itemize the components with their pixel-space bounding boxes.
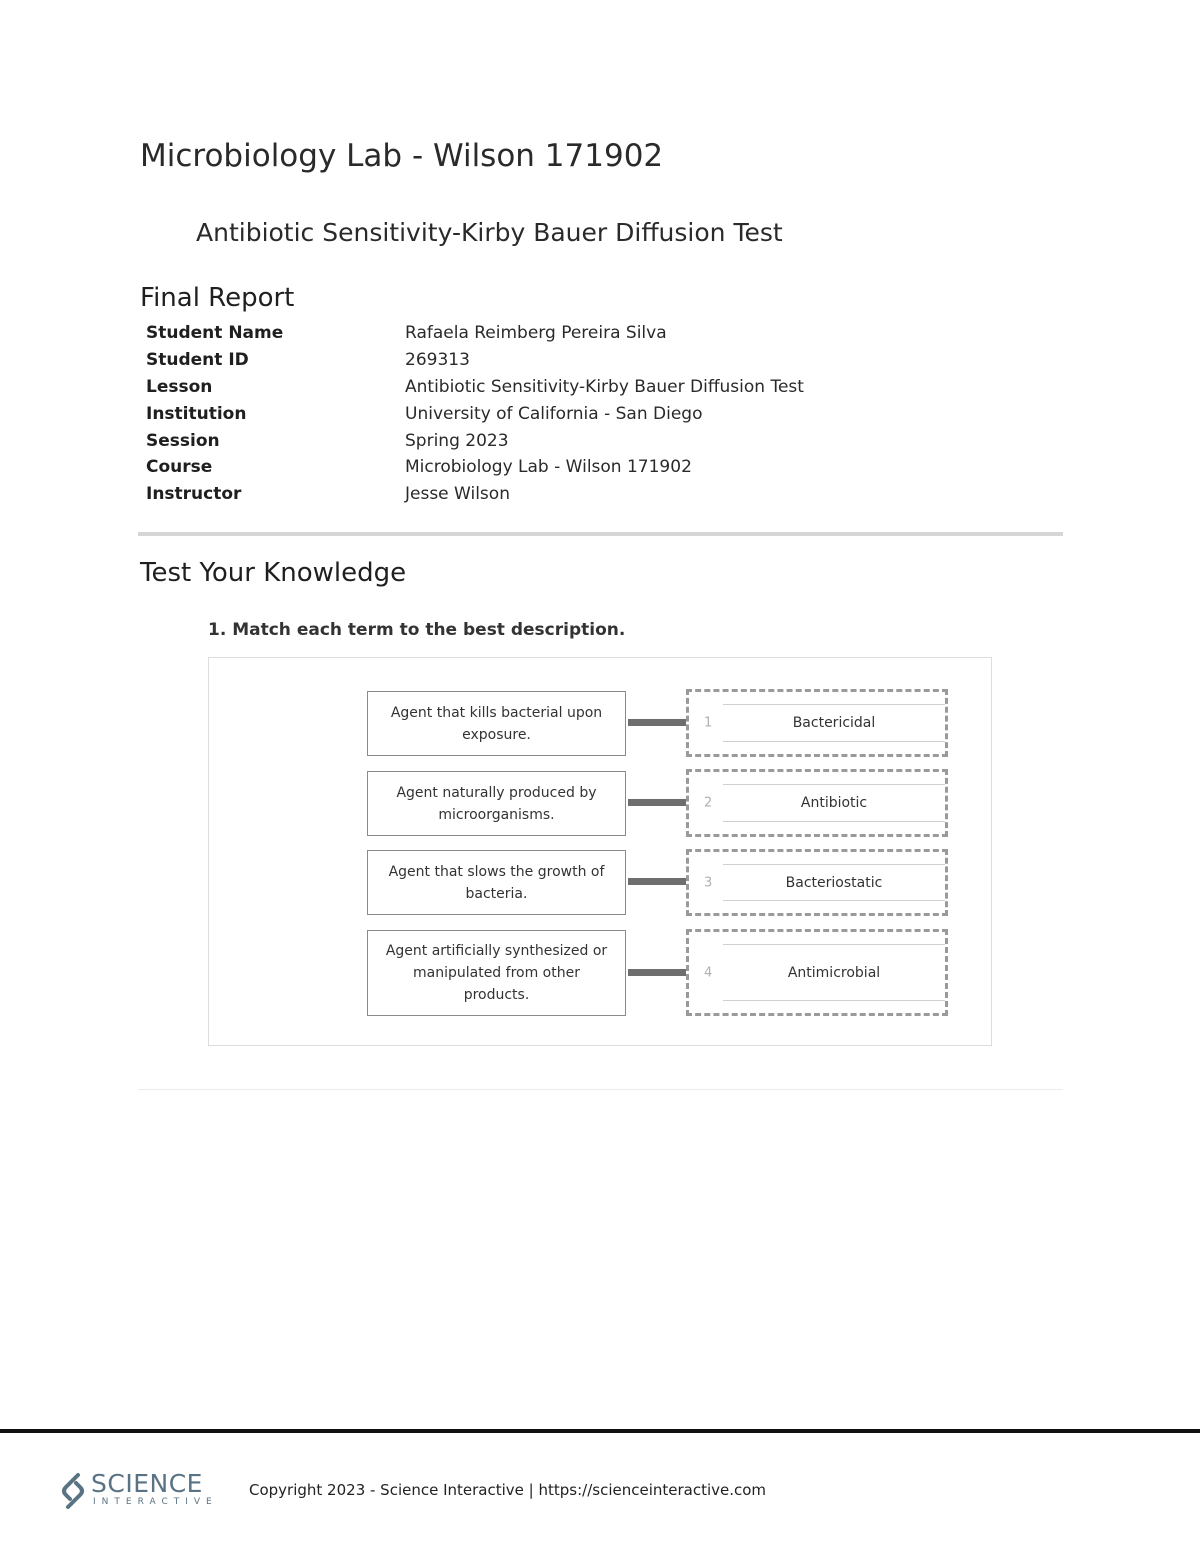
info-label: Student ID <box>146 350 249 371</box>
info-row-institution <box>146 400 804 427</box>
match-description[interactable]: Agent that slows the growth of bacteria. <box>367 850 626 915</box>
info-label: Instructor <box>146 484 242 505</box>
match-description[interactable]: Agent that kills bacterial upon exposure. <box>367 691 626 756</box>
match-term[interactable]: Antibiotic <box>723 784 945 822</box>
info-value: Rafaela Reimberg Pereira Silva <box>405 323 667 344</box>
info-value: Microbiology Lab - Wilson 171902 <box>405 457 692 478</box>
info-value: Jesse Wilson <box>405 484 510 505</box>
match-term[interactable]: Antimicrobial <box>723 944 945 1001</box>
info-value: 269313 <box>405 350 470 371</box>
match-term-slot[interactable] <box>686 689 948 757</box>
info-value: Antibiotic Sensitivity-Kirby Bauer Diffusion Test <box>405 376 804 397</box>
slot-number: 3 <box>704 875 713 890</box>
lesson-title: Antibiotic Sensitivity-Kirby Bauer Diffusion Test <box>196 218 783 247</box>
logo-mark-icon <box>58 1471 88 1511</box>
match-term-slot[interactable] <box>686 849 948 916</box>
match-description[interactable]: Agent artificially synthesized or manipulated from other products. <box>367 930 626 1016</box>
match-term-slot[interactable] <box>686 769 948 837</box>
slot-number: 2 <box>704 795 713 811</box>
science-interactive-logo <box>58 1469 218 1515</box>
match-term[interactable]: Bacteriostatic <box>723 864 945 901</box>
course-title: Microbiology Lab - Wilson 171902 <box>140 138 664 174</box>
logo-wordmark: SCIENCE <box>91 1469 203 1498</box>
info-label: Student Name <box>146 323 284 344</box>
info-value: University of California - San Diego <box>405 403 703 424</box>
test-knowledge-heading: Test Your Knowledge <box>140 558 407 588</box>
student-info-table <box>146 320 804 508</box>
match-connector <box>628 719 688 726</box>
match-term-slot[interactable] <box>686 929 948 1016</box>
info-row-instructor <box>146 481 804 508</box>
footer-rule <box>0 1429 1200 1433</box>
match-term[interactable]: Bactericidal <box>723 704 945 742</box>
info-row-student-name <box>146 320 804 347</box>
section-divider <box>138 532 1063 536</box>
logo-subtext: INTERACTIVE <box>93 1497 218 1507</box>
bottom-divider <box>138 1089 1063 1090</box>
footer-copyright: Copyright 2023 - Science Interactive | https://scienceinteractive.com <box>249 1481 767 1499</box>
slot-number: 4 <box>704 965 713 980</box>
info-row-lesson <box>146 374 804 401</box>
final-report-heading: Final Report <box>140 283 295 313</box>
match-connector <box>628 878 688 885</box>
info-label: Institution <box>146 403 247 424</box>
match-connector <box>628 799 688 806</box>
match-connector <box>628 969 688 976</box>
info-row-student-id <box>146 347 804 374</box>
info-value: Spring 2023 <box>405 430 509 451</box>
question-prompt: 1. Match each term to the best description. <box>208 620 626 640</box>
info-label: Course <box>146 457 213 478</box>
info-label: Lesson <box>146 376 213 397</box>
slot-number: 1 <box>704 715 713 731</box>
info-row-session <box>146 427 804 454</box>
info-label: Session <box>146 430 220 451</box>
info-row-course <box>146 454 804 481</box>
match-description[interactable]: Agent naturally produced by microorganisms. <box>367 771 626 836</box>
